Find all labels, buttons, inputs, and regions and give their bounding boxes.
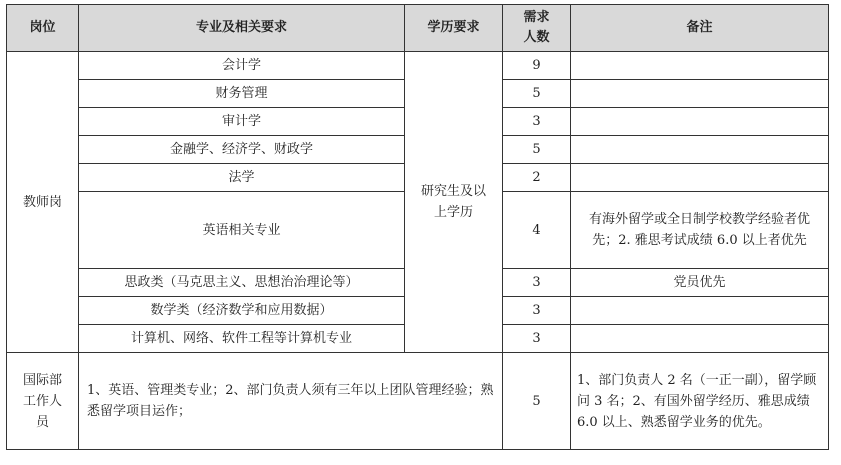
remarks-cell: 有海外留学或全日制学校教学经验者优先；2. 雅思考试成绩 6.0 以上者优先 <box>571 192 829 269</box>
major-cell: 计算机、网络、软件工程等计算机专业 <box>79 325 405 353</box>
count-cell: 3 <box>503 325 571 353</box>
remarks-cell <box>571 108 829 136</box>
count-cell: 5 <box>503 136 571 164</box>
recruitment-table-container <box>6 4 829 450</box>
count-cell: 5 <box>503 353 571 450</box>
remarks-cell <box>571 80 829 108</box>
remarks-cell <box>571 136 829 164</box>
remarks-cell <box>571 325 829 353</box>
international-position-text: 国际部工作人员 <box>22 372 62 430</box>
major-cell: 数学类（经济数学和应用数据） <box>79 297 405 325</box>
teacher-education-text: 研究生及以上学历 <box>420 184 486 220</box>
count-cell: 5 <box>503 80 571 108</box>
major-cell: 会计学 <box>79 52 405 80</box>
count-cell: 3 <box>503 269 571 297</box>
remarks-cell: 1、部门负责人 2 名（一正一副），留学顾问 3 名；2、有国外留学经历、雅思成绩 6.0 以上、熟悉留学业务的优先。 <box>571 353 829 450</box>
recruitment-table <box>6 4 829 450</box>
major-cell: 审计学 <box>79 108 405 136</box>
count-cell: 3 <box>503 108 571 136</box>
remarks-cell <box>571 52 829 80</box>
remarks-cell: 党员优先 <box>571 269 829 297</box>
remarks-cell <box>571 297 829 325</box>
table-row <box>7 52 829 80</box>
table-row <box>7 353 829 450</box>
header-major: 专业及相关要求 <box>79 5 405 52</box>
major-cell: 法学 <box>79 164 405 192</box>
count-cell: 2 <box>503 164 571 192</box>
header-remarks: 备注 <box>571 5 829 52</box>
header-education: 学历要求 <box>405 5 503 52</box>
count-cell: 9 <box>503 52 571 80</box>
major-cell: 金融学、经济学、财政学 <box>79 136 405 164</box>
header-count <box>503 5 571 52</box>
teacher-education-cell <box>405 52 503 353</box>
major-cell: 英语相关专业 <box>79 192 405 269</box>
count-cell: 3 <box>503 297 571 325</box>
teacher-position-cell: 教师岗 <box>7 52 79 353</box>
header-count-text: 需求人数 <box>523 10 550 45</box>
major-cell: 财务管理 <box>79 80 405 108</box>
international-position-cell <box>7 353 79 450</box>
major-cell: 思政类（马克思主义、思想治治理论等） <box>79 269 405 297</box>
count-cell: 4 <box>503 192 571 269</box>
international-major-cell: 1、英语、管理类专业；2、部门负责人须有三年以上团队管理经验；熟悉留学项目运作； <box>79 353 503 450</box>
header-position: 岗位 <box>7 5 79 52</box>
header-row <box>7 5 829 52</box>
remarks-cell <box>571 164 829 192</box>
